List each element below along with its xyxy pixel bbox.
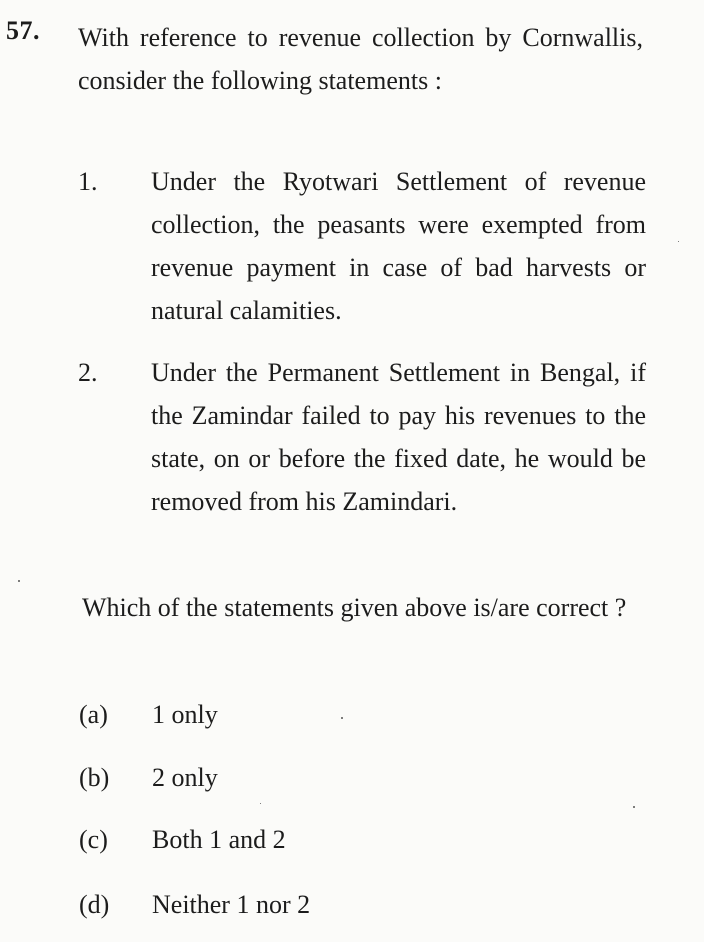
option-text: Both 1 and 2 — [152, 825, 286, 854]
question-stem: With reference to revenue collection by Cornwallis, consider the following statements : — [78, 23, 643, 95]
statement-text: Under the Ryotwari Settlement of revenue collection, the peasants were exempted from revenue payment in case of bad harvests or natural calamities. — [151, 167, 646, 325]
scan-speck — [18, 580, 20, 582]
scan-speck — [341, 717, 343, 719]
statement-number: 2. — [78, 358, 98, 387]
question-number: 57. — [6, 16, 40, 45]
scan-speck — [633, 806, 635, 808]
scan-speck — [678, 241, 679, 242]
option-text: Neither 1 nor 2 — [152, 890, 311, 919]
scan-speck — [260, 803, 261, 804]
statement-number: 1. — [78, 167, 98, 196]
question-prompt: Which of the statements given above is/are correct ? — [82, 593, 627, 622]
option-text: 1 only — [152, 700, 218, 729]
option-letter: (d) — [79, 890, 110, 919]
option-letter: (b) — [79, 763, 110, 792]
option-text: 2 only — [152, 763, 218, 792]
option-letter: (a) — [79, 700, 108, 729]
option-letter: (c) — [79, 825, 108, 854]
statement-text: Under the Permanent Settlement in Bengal, if the Zamindar failed to pay his revenues to the state, on or before the fixed date, he would be removed from his Zamindari. — [151, 358, 646, 516]
